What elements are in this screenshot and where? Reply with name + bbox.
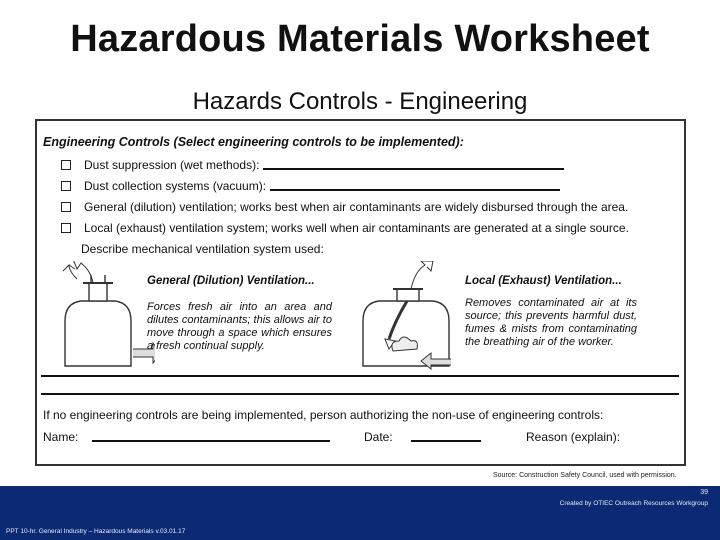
date-input-line[interactable]: [411, 430, 481, 442]
slide-title: Hazardous Materials Worksheet: [70, 18, 650, 60]
date-field: [364, 430, 481, 444]
option-label: General (dilution) ventilation; works best when air contaminants are widely disbursed through the area.: [84, 200, 629, 214]
page-number: 39: [700, 489, 708, 496]
checkbox[interactable]: [61, 202, 71, 212]
fill-line: [270, 179, 560, 191]
local-ventilation-illustration: [359, 261, 469, 371]
option-label: Dust suppression (wet methods):: [84, 158, 260, 172]
fill-line: [263, 158, 564, 170]
option-local-ventilation: [61, 221, 629, 235]
checkbox[interactable]: [61, 181, 71, 191]
option-general-ventilation: [61, 200, 628, 214]
local-ventilation-title: Local (Exhaust) Ventilation...: [465, 275, 622, 287]
name-input-line[interactable]: [92, 430, 330, 442]
non-use-prompt: If no engineering controls are being implemented, person authorizing the non-use of engineering controls:: [43, 408, 604, 422]
local-ventilation-text: Removes contaminated air at its source; this prevents harmful dust, fumes & mists from contaminating the breathing air of the worker.: [465, 297, 637, 348]
checkbox[interactable]: [61, 160, 71, 170]
source-note: Source: Construction Safety Council, used with permission.: [493, 472, 677, 479]
name-label: Name:: [43, 430, 79, 444]
option-dust-suppression: [61, 158, 564, 172]
general-ventilation-text: Forces fresh air into an area and dilutes contaminants; this allows air to move through a space which ensures a fresh continual supply.: [147, 301, 332, 352]
option-dust-collection: [61, 179, 560, 193]
footer-bar: [0, 486, 720, 540]
slide-subtitle: Hazards Controls - Engineering: [192, 88, 528, 115]
date-label: Date:: [364, 430, 393, 444]
option-label: Dust collection systems (vacuum):: [84, 179, 267, 193]
option-label: Local (exhaust) ventilation system; works well when air contaminants are generated at a single source.: [84, 221, 629, 235]
form-heading: Engineering Controls (Select engineering controls to be implemented):: [43, 135, 464, 149]
general-ventilation-title: General (Dilution) Ventilation...: [147, 275, 315, 287]
footer-credit: Created by OTIEC Outreach Resources Workgroup: [559, 500, 708, 507]
checkbox[interactable]: [61, 223, 71, 233]
reason-label: Reason (explain):: [526, 430, 621, 444]
general-ventilation-illustration: [55, 261, 155, 371]
write-in-line: [41, 393, 679, 395]
name-field: [43, 430, 330, 444]
mechanical-ventilation-prompt: Describe mechanical ventilation system used:: [81, 242, 324, 256]
footer-course-label: PPT 10-hr. General Industry – Hazardous Materials v.03.01.17: [6, 528, 186, 535]
write-in-line: [41, 375, 679, 377]
engineering-controls-form: [35, 119, 686, 466]
